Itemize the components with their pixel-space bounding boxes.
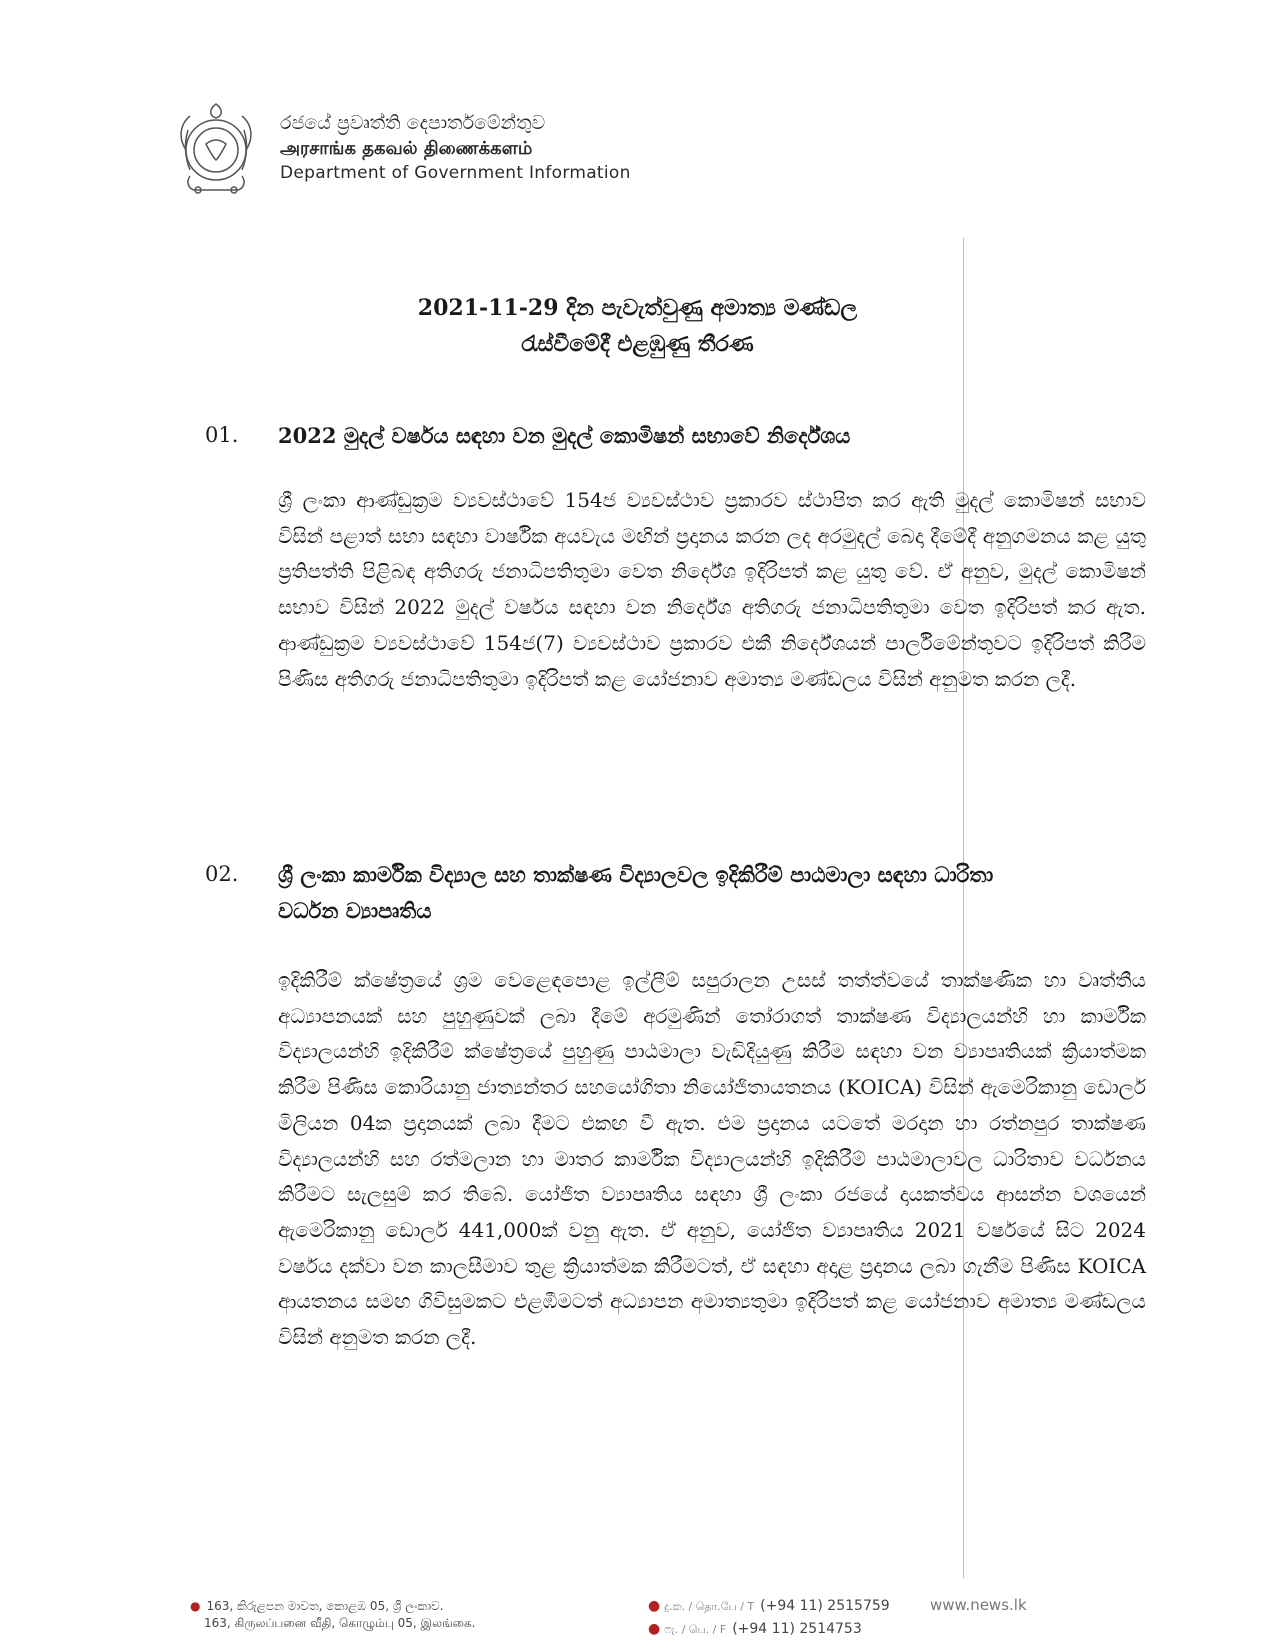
fax-label: ෆැ. / பெ. / F [664,1623,727,1636]
section-heading: 2022 මුදල් වර්ෂය සඳහා වන මුදල් කොමිෂන් සභාවේ නිර්දේශය [278,423,851,448]
section-body [278,963,1146,1356]
section-body [278,483,1146,697]
section-paragraph: ඉදිකිරීම් ක්ෂේත්‍රයේ ශ්‍රම වෙළෙඳපොළ ඉල්ලීම් සපුරාලන උසස් තත්ත්වයේ තාක්ෂණික හා වෘත්තීය අධ්‍යාපනයක් සහ පුහුණුවක් ලබා දීමේ අරමුණින් තෝරාගත් තාක්ෂණ විද්‍යාලයන්හි හා කාර්මික විද්‍යාලයන්හි ඉදිකිරීම් ක්ෂේත්‍රයේ පුහුණු පාඨමාලා වැඩිදියුණු කිරීම සඳහා වන ව්‍යාපෘතියක් ක්‍රියාත්මක කිරීම පිණිස කොරියානු ජාත්‍යන්තර සහයෝගිතා නියෝජිතායතනය (KOICA) විසින් ඇමෙරිකානු ඩොලර් මිලියන 04ක ප්‍රදානයක් ලබා දීමට එකඟ වී ඇත. එම ප්‍රදානය යටතේ මරදාන හා රත්නපුර තාක්ෂණ විද්‍යාලයන්හි සහ රත්මලාන හා මාතර කාර්මික විද්‍යාලයන්හි ඉදිකිරීම් පාඨමාලාවල ධාරිතාව වර්ධනය කිරීමට සැලසුම් කර තිබේ. යෝජිත ව්‍යාපෘතිය සඳහා ශ්‍රී ලංකා රජයේ දායකත්වය ආසන්න වශයෙන් ඇමෙරිකානු ඩොලර් 441,000ක් වනු ඇත. ඒ අනුව, යෝජිත ව්‍යාපෘතිය 2021 වර්ෂයේ සිට 2024 වර්ෂය දක්වා වන කාලසීමාව තුළ ක්‍රියාත්මක කිරීමටත්, ඒ සඳහා අදාළ ප්‍රදානය ලබා ගැනීම පිණිස KOICA ආයතනය සමඟ ගිවිසුමකට එළඹීමටත් අධ්‍යාපන අමාත්‍යතුමා ඉදිරිපත් කළ යෝජනාව අමාත්‍ය මණ්ඩලය විසින් අනුමත කරන ලදී. [278,968,1146,1350]
document-title [0,290,1275,362]
dept-name-tamil: அரசாங்க தகவல் திணைக்களம் [280,137,533,159]
section-number: 01. [205,423,239,447]
tel-number: (+94 11) 2515759 [760,1598,890,1614]
address-tamil: 163, கிருலப்பனை வீதி, கொழும்பு 05, இலங்கை. [204,1616,476,1630]
dept-name-sinhala: රජයේ ප්‍රවෘත්ති දෙපාර්තමේන්තුව [280,111,546,134]
sri-lanka-emblem-icon [168,100,264,196]
tel-label: දු.ක. / தொ.பே / T [664,1600,755,1613]
letterhead [168,100,631,196]
fax-number: (+94 11) 2514753 [732,1621,862,1637]
phone-bullet-icon: ● [648,1598,661,1614]
footer-website: www.news.lk [930,1596,1027,1614]
dept-name-english: Department of Government Information [280,162,631,183]
address-sinhala: 163, කිරුළපන මාවත, කොළඹ 05, ශ්‍රී ලංකාව. [206,1599,444,1613]
page-footer [0,1598,1275,1646]
section-number: 02. [205,862,239,886]
title-line-1: 2021-11-29 දින පැවැත්වුණු අමාත්‍ය මණ්ඩල [417,295,858,321]
section-heading: ශ්‍රී ලංකා කාර්මික විද්‍යාල සහ තාක්ෂණ විද්‍යාලවල ඉදිකිරීම් පාඨමාලා සඳහා ධාරිතා වර්ධන ව්‍යාපෘතිය [278,862,994,923]
title-line-2: රැස්වීමේදී එළඹුණු තීරණ [521,331,754,357]
fax-bullet-icon: ● [648,1621,661,1637]
department-names [280,111,631,186]
bullet-icon: ● [190,1599,201,1613]
footer-address [190,1598,475,1632]
footer-contacts [648,1595,890,1641]
section-paragraph: ශ්‍රී ලංකා ආණ්ඩුක්‍රම ව්‍යවස්ථාවේ 154ජ ව්‍යවස්ථාව ප්‍රකාරව ස්ථාපිත කර ඇති මුදල් කොමිෂන් සභාව විසින් පළාත් සභා සඳහා වාර්ෂික අයවැය මඟින් ප්‍රදානය කරන ලද අරමුදල් බෙදා දීමේදී අනුගමනය කළ යුතු ප්‍රතිපත්ති පිළිබඳ අතිගරු ජනාධිපතිතුමා වෙත නිර්දේශ ඉදිරිපත් කළ යුතු වේ. ඒ අනුව, මුදල් කොමිෂන් සභාව විසින් 2022 මුදල් වර්ෂය සඳහා වන නිර්දේශ අතිගරු ජනාධිපතිතුමා වෙත ඉදිරිපත් කර ඇත. ආණ්ඩුක්‍රම ව්‍යවස්ථාවේ 154ජ(7) ව්‍යවස්ථාව ප්‍රකාරව එකී නිර්දේශයන් පාර්ලිමේන්තුවට ඉදිරිපත් කිරීම පිණිස අතිගරු ජනාධිපතිතුමා ඉදිරිපත් කළ යෝජනාව අමාත්‍ය මණ්ඩලය විසින් අනුමත කරන ලදී. [278,488,1146,691]
